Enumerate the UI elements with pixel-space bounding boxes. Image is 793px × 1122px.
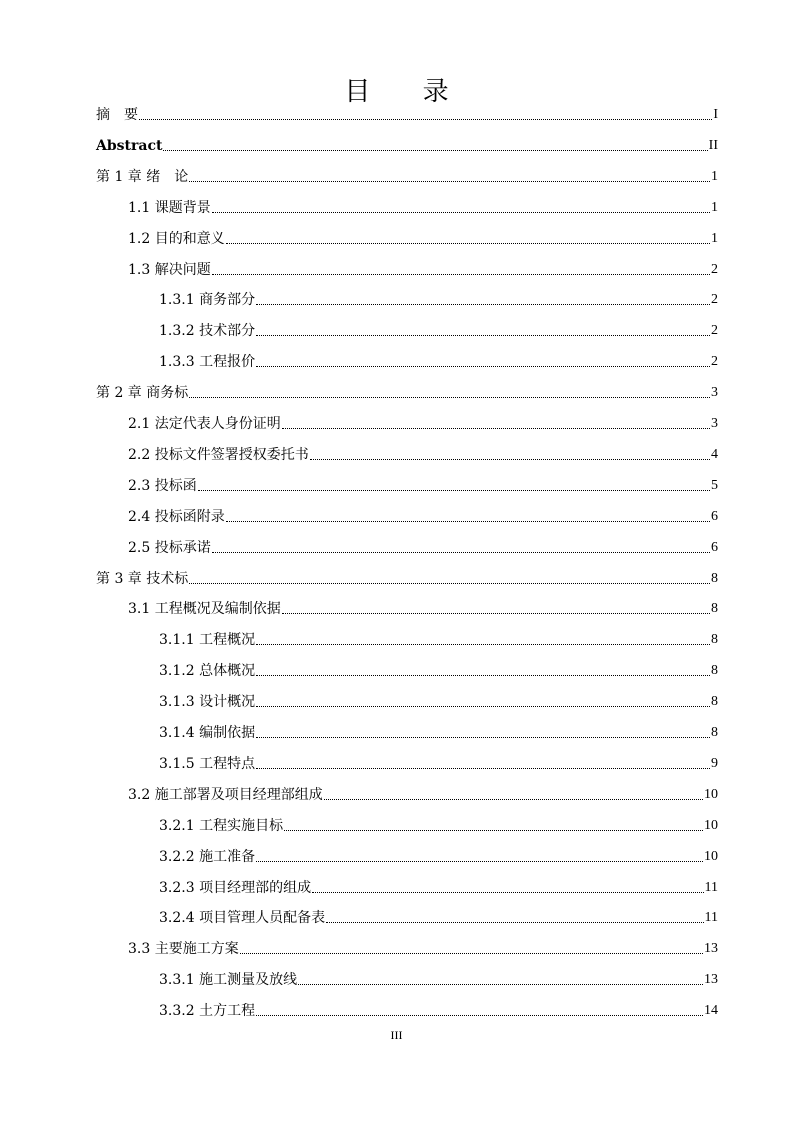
toc-entry-label: 2.2 投标文件签署授权委托书 xyxy=(128,446,309,463)
toc-entry-page: 11 xyxy=(704,879,718,895)
toc-entry-page: 9 xyxy=(711,755,718,771)
toc-entry[interactable] xyxy=(128,938,718,958)
toc-entry-label: 3.1.5 工程特点 xyxy=(159,755,256,772)
toc-entry-page: 3 xyxy=(711,385,718,401)
toc-entry-page: 13 xyxy=(704,972,718,988)
toc-entry[interactable] xyxy=(128,197,718,217)
toc-entry-label: 3.3.2 土方工程 xyxy=(159,1003,256,1020)
toc-entry-page: 8 xyxy=(711,570,718,586)
toc-entry[interactable] xyxy=(96,382,718,402)
toc-entry-page: 10 xyxy=(704,848,718,864)
toc-leader-dots xyxy=(256,643,710,645)
toc-entry-label: 3.1.2 总体概况 xyxy=(159,663,256,680)
toc-leader-dots xyxy=(284,829,703,831)
toc-entry[interactable] xyxy=(159,629,718,649)
page-number-footer: III xyxy=(390,1028,403,1042)
toc-leader-dots xyxy=(226,520,710,522)
toc-entry-label: 2.3 投标函 xyxy=(128,477,197,494)
toc-entry[interactable] xyxy=(96,104,718,124)
toc-entry[interactable] xyxy=(159,691,718,711)
toc-entry[interactable] xyxy=(159,815,718,835)
toc-entry[interactable] xyxy=(96,135,718,155)
toc-entry-label: 第 2 章 商务标 xyxy=(96,385,189,402)
toc-entry-label: 3.2.2 施工准备 xyxy=(159,848,256,865)
toc-leader-dots xyxy=(310,458,710,460)
toc-leader-dots xyxy=(256,303,710,305)
toc-entry[interactable] xyxy=(128,598,718,618)
toc-entry-page: 10 xyxy=(704,817,718,833)
toc-entry[interactable] xyxy=(159,846,718,866)
toc-leader-dots xyxy=(324,798,703,800)
toc-entry[interactable] xyxy=(128,537,718,557)
toc-leader-dots xyxy=(256,674,710,676)
toc-leader-dots xyxy=(198,489,710,491)
toc-entry[interactable] xyxy=(128,784,718,804)
toc-entry-label: 3.1.1 工程概况 xyxy=(159,632,256,649)
toc-entry-label: 3.2.1 工程实施目标 xyxy=(159,817,284,834)
toc-entry-page: I xyxy=(713,107,718,122)
toc-entry[interactable] xyxy=(128,228,718,248)
toc-entry-label: 3.3.1 施工测量及放线 xyxy=(159,972,298,989)
toc-entry[interactable] xyxy=(159,877,718,897)
toc-entry-page: 5 xyxy=(711,477,718,493)
toc-entry-page: 10 xyxy=(704,786,718,802)
toc-leader-dots xyxy=(212,211,710,213)
toc-entry-label: 3.2.4 项目管理人员配备表 xyxy=(159,910,326,927)
toc-entry[interactable] xyxy=(159,320,718,340)
toc-entry-label: 第 1 章 绪 论 xyxy=(96,168,189,185)
toc-entry-label: 1.3.3 工程报价 xyxy=(159,354,256,371)
toc-entry-label: 摘 要 xyxy=(96,107,138,123)
toc-entry[interactable] xyxy=(159,753,718,773)
toc-entry-page: 2 xyxy=(711,292,718,308)
toc-entry-page: 1 xyxy=(711,230,718,246)
toc-leader-dots xyxy=(212,273,710,275)
toc-leader-dots xyxy=(189,396,710,398)
toc-entry-label: 3.3 主要施工方案 xyxy=(128,941,239,958)
toc-leader-dots xyxy=(282,612,710,614)
toc-entry-page: 11 xyxy=(704,910,718,926)
page-title: 目 录 xyxy=(344,77,471,107)
toc-entry[interactable] xyxy=(159,660,718,680)
toc-entry-page: 14 xyxy=(704,1003,718,1019)
toc-entry-page: 2 xyxy=(711,261,718,277)
toc-entry-label: 3.2.3 项目经理部的组成 xyxy=(159,879,312,896)
toc-entry[interactable] xyxy=(159,1000,718,1020)
toc-entry-label: 3.1.4 编制依据 xyxy=(159,725,256,741)
toc-leader-dots xyxy=(189,582,710,584)
toc-entry-label: 3.2 施工部署及项目经理部组成 xyxy=(128,786,323,803)
toc-entry[interactable] xyxy=(159,289,718,309)
toc-entry-page: 6 xyxy=(711,539,718,555)
toc-entry[interactable] xyxy=(96,166,718,186)
toc-leader-dots xyxy=(189,180,710,182)
toc-entry[interactable] xyxy=(128,475,718,495)
toc-entry-label: 1.3.2 技术部分 xyxy=(159,323,256,340)
toc-leader-dots xyxy=(163,149,707,151)
toc-leader-dots xyxy=(256,705,710,707)
toc-leader-dots xyxy=(298,983,703,985)
toc-leader-dots xyxy=(256,767,710,769)
toc-entry-label: 1.1 课题背景 xyxy=(128,199,211,216)
toc-entry-page: 4 xyxy=(711,446,718,462)
toc-entry-page: 3 xyxy=(711,416,718,431)
toc-entry[interactable] xyxy=(128,413,718,433)
toc-entry[interactable] xyxy=(128,259,718,279)
toc-entry-page: 6 xyxy=(711,508,718,524)
toc-entry-page: 2 xyxy=(711,354,718,370)
toc-entry-page: 8 xyxy=(711,632,718,648)
toc-entry[interactable] xyxy=(159,907,718,927)
toc-leader-dots xyxy=(256,736,710,738)
toc-entry-page: 8 xyxy=(711,694,718,710)
toc-entry-label: 第 3 章 技术标 xyxy=(96,570,189,587)
toc-leader-dots xyxy=(256,1014,703,1016)
toc-leader-dots xyxy=(326,921,703,923)
toc-leader-dots xyxy=(139,118,712,120)
toc-entry-label: 3.1.3 设计概况 xyxy=(159,694,256,711)
toc-entry-label: 2.1 法定代表人身份证明 xyxy=(128,416,281,432)
toc-entry-label: Abstract xyxy=(96,137,163,154)
toc-entry-page: 8 xyxy=(711,663,718,679)
toc-entry-page: II xyxy=(708,137,718,153)
toc-entry-label: 3.1 工程概况及编制依据 xyxy=(128,601,281,618)
toc-entry-label: 2.4 投标函附录 xyxy=(128,508,225,525)
toc-leader-dots xyxy=(256,365,710,367)
toc-leader-dots xyxy=(240,952,703,954)
toc-entry-label: 1.3 解决问题 xyxy=(128,261,211,278)
toc-leader-dots xyxy=(312,891,703,893)
toc-entry[interactable] xyxy=(128,506,718,526)
toc-leader-dots xyxy=(256,334,710,336)
toc-leader-dots xyxy=(282,427,710,429)
toc-entry[interactable] xyxy=(159,722,718,742)
toc-entry[interactable] xyxy=(159,969,718,989)
toc-entry-label: 1.3.1 商务部分 xyxy=(159,292,256,309)
toc-entry-page: 1 xyxy=(711,199,718,215)
toc-entry[interactable] xyxy=(159,351,718,371)
toc-entry[interactable] xyxy=(96,568,718,588)
toc-leader-dots xyxy=(212,551,710,553)
toc-entry-page: 8 xyxy=(711,601,718,617)
toc-entry-page: 2 xyxy=(711,323,718,339)
toc-entry-page: 8 xyxy=(711,725,718,740)
toc-entry-page: 13 xyxy=(704,941,718,957)
toc-entry[interactable] xyxy=(128,444,718,464)
toc-leader-dots xyxy=(256,860,703,862)
toc-entry-page: 1 xyxy=(711,168,718,184)
toc-leader-dots xyxy=(226,242,710,244)
toc-entry-label: 2.5 投标承诺 xyxy=(128,539,211,556)
toc-entry-label: 1.2 目的和意义 xyxy=(128,230,225,247)
